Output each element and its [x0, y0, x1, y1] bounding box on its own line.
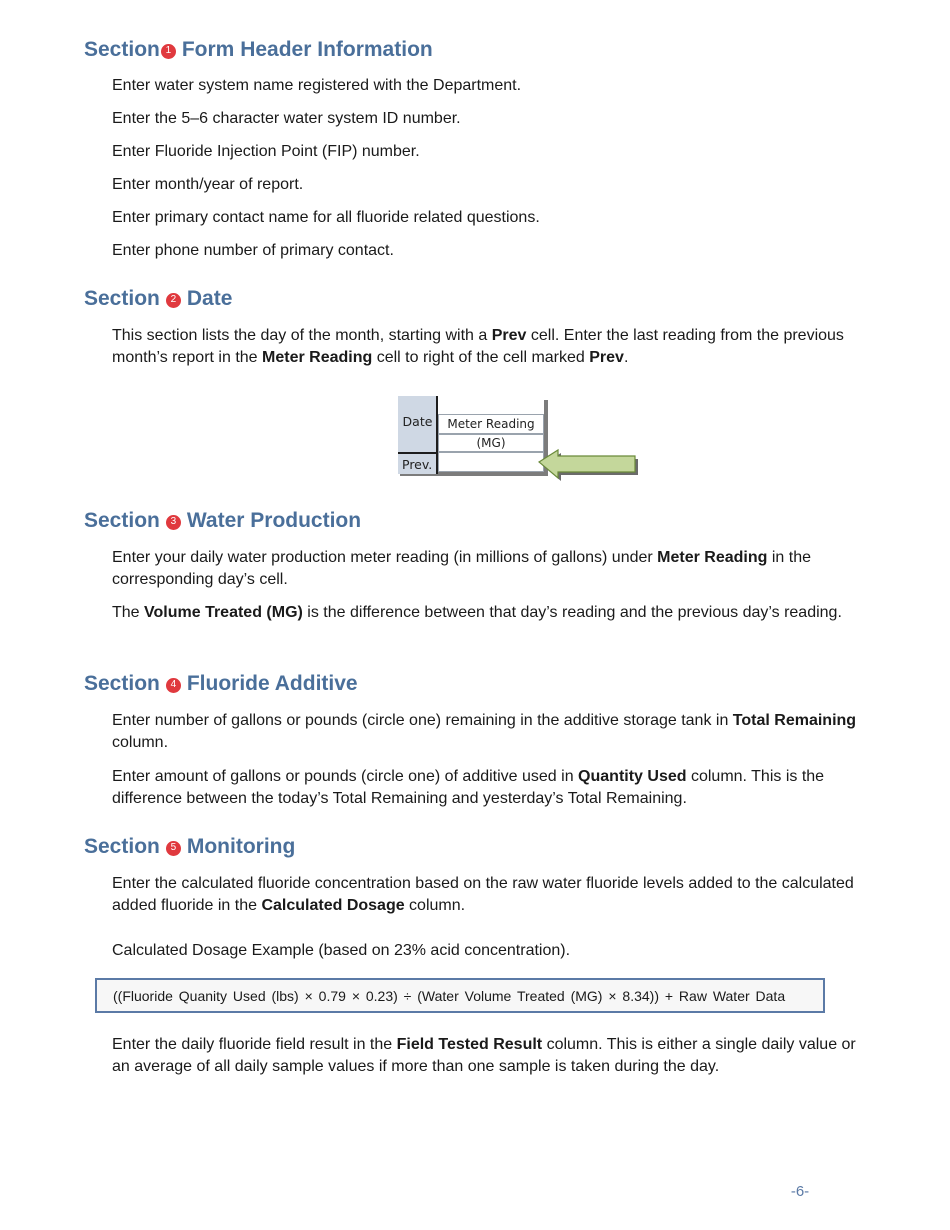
meter-reading-header-cell: Meter Reading: [438, 414, 544, 434]
instruction-line: Enter water system name registered with the Department.: [112, 77, 522, 94]
section-4-paragraph: Enter number of gallons or pounds (circle one) remaining in the additive storage tank in Total Remaining column.: [112, 712, 857, 751]
section-4-heading: [84, 672, 358, 696]
section-number-badge: 5: [166, 841, 181, 856]
date-column-divider: [436, 396, 438, 474]
section-word: Section: [84, 38, 160, 61]
section-title: Monitoring: [186, 835, 296, 858]
section-3-heading: [84, 509, 361, 533]
section-4-paragraph: Enter amount of gallons or pounds (circle one) of additive used in Quantity Used column. This is the difference between the today’s Total Remaining and yesterday’s Total Remaining.: [112, 768, 825, 807]
dosage-formula-box: [95, 978, 825, 1013]
meter-reading-table-figure: [398, 396, 648, 486]
section-word: Section: [84, 672, 160, 695]
section-word: Section: [84, 287, 160, 310]
dosage-formula: ((Fluoride Quanity Used (lbs) × 0.79 × 0.23) ÷ (Water Volume Treated (MG) × 8.34)) + Raw Water Data: [113, 987, 786, 1004]
instruction-line: Enter primary contact name for all fluoride related questions.: [112, 209, 540, 226]
section-number-badge: 2: [166, 293, 181, 308]
section-5-paragraph: Enter the calculated fluoride concentration based on the raw water fluoride levels added to the calculated added fluoride in the Calculated Dosage column.: [112, 875, 854, 914]
section-3-paragraph: Enter your daily water production meter reading (in millions of gallons) under Meter Reading in the corresponding day’s cell.: [112, 549, 811, 588]
section-5-heading: [84, 835, 295, 859]
date-header-cell: Date: [398, 396, 437, 452]
section-number-badge: 1: [161, 44, 176, 59]
unit-header-cell: (MG): [438, 434, 544, 452]
instruction-line: Enter Fluoride Injection Point (FIP) number.: [112, 143, 420, 160]
instruction-line: Enter phone number of primary contact.: [112, 242, 394, 259]
prev-label-cell: Prev.: [398, 452, 437, 474]
section-title: Date: [186, 287, 233, 310]
section-title: Water Production: [186, 509, 362, 532]
instruction-line: Enter month/year of report.: [112, 176, 304, 193]
prev-reading-input-cell: [438, 452, 544, 472]
section-title: Fluoride Additive: [186, 672, 358, 695]
section-number-badge: 4: [166, 678, 181, 693]
section-word: Section: [84, 509, 160, 532]
section-word: Section: [84, 835, 160, 858]
section-5-paragraph: Enter the daily fluoride field result in the Field Tested Result column. This is either a single daily value or an average of all daily sample values if more than one sample is taken during the day.: [112, 1036, 856, 1075]
section-3-paragraph: The Volume Treated (MG) is the difference between that day’s reading and the previous day’s reading.: [112, 604, 842, 621]
page-number: -6-: [790, 1183, 810, 1200]
section-number-badge: 3: [166, 515, 181, 530]
section-2-paragraph: This section lists the day of the month, starting with a Prev cell. Enter the last reading from the previous month’s report in the Meter Reading cell to right of the cell marked Prev.: [112, 327, 844, 366]
section-1-heading: [84, 38, 433, 62]
instruction-line: Enter the 5–6 character water system ID number.: [112, 110, 461, 127]
section-2-heading: [84, 287, 232, 311]
pointer-arrow-icon: [536, 448, 646, 484]
section-title: Form Header Information: [181, 38, 433, 61]
dosage-example-caption: Calculated Dosage Example (based on 23% acid concentration).: [112, 942, 571, 959]
